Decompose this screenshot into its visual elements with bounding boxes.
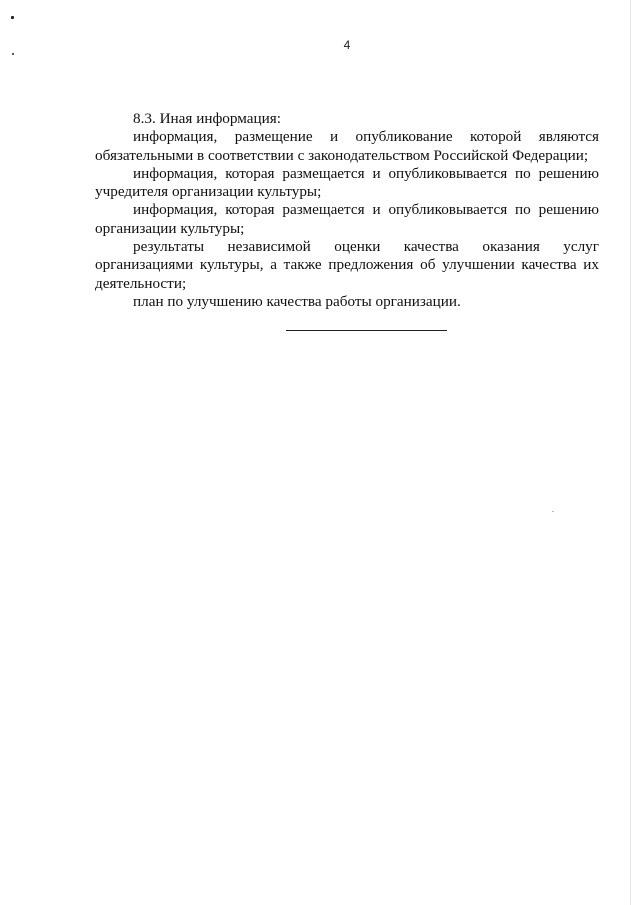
section-heading: 8.3. Иная информация: — [133, 110, 281, 127]
list-item: план по улучшению качества работы организации. — [133, 292, 461, 310]
page-number: 4 — [343, 38, 351, 52]
list-item: информация, которая размещается и опубликовывается по решению организации культуры; — [95, 201, 599, 237]
section-body — [95, 110, 599, 311]
list-item: информация, размещение и опубликование которой являются обязательными в соответствии с законодательством Российской Федерации; — [95, 128, 599, 164]
page-edge — [630, 0, 631, 905]
scan-artifact-mark — [552, 511, 554, 512]
scan-artifact-dot — [12, 53, 14, 55]
list-item: информация, которая размещается и опубликовывается по решению учредителя организации культуры; — [95, 164, 599, 201]
end-separator-line — [286, 330, 447, 331]
scan-artifact-dot — [11, 16, 14, 19]
list-item: результаты независимой оценки качества оказания услуг организациями культуры, а также предложения об улучшении качества их деятельности; — [95, 238, 599, 292]
